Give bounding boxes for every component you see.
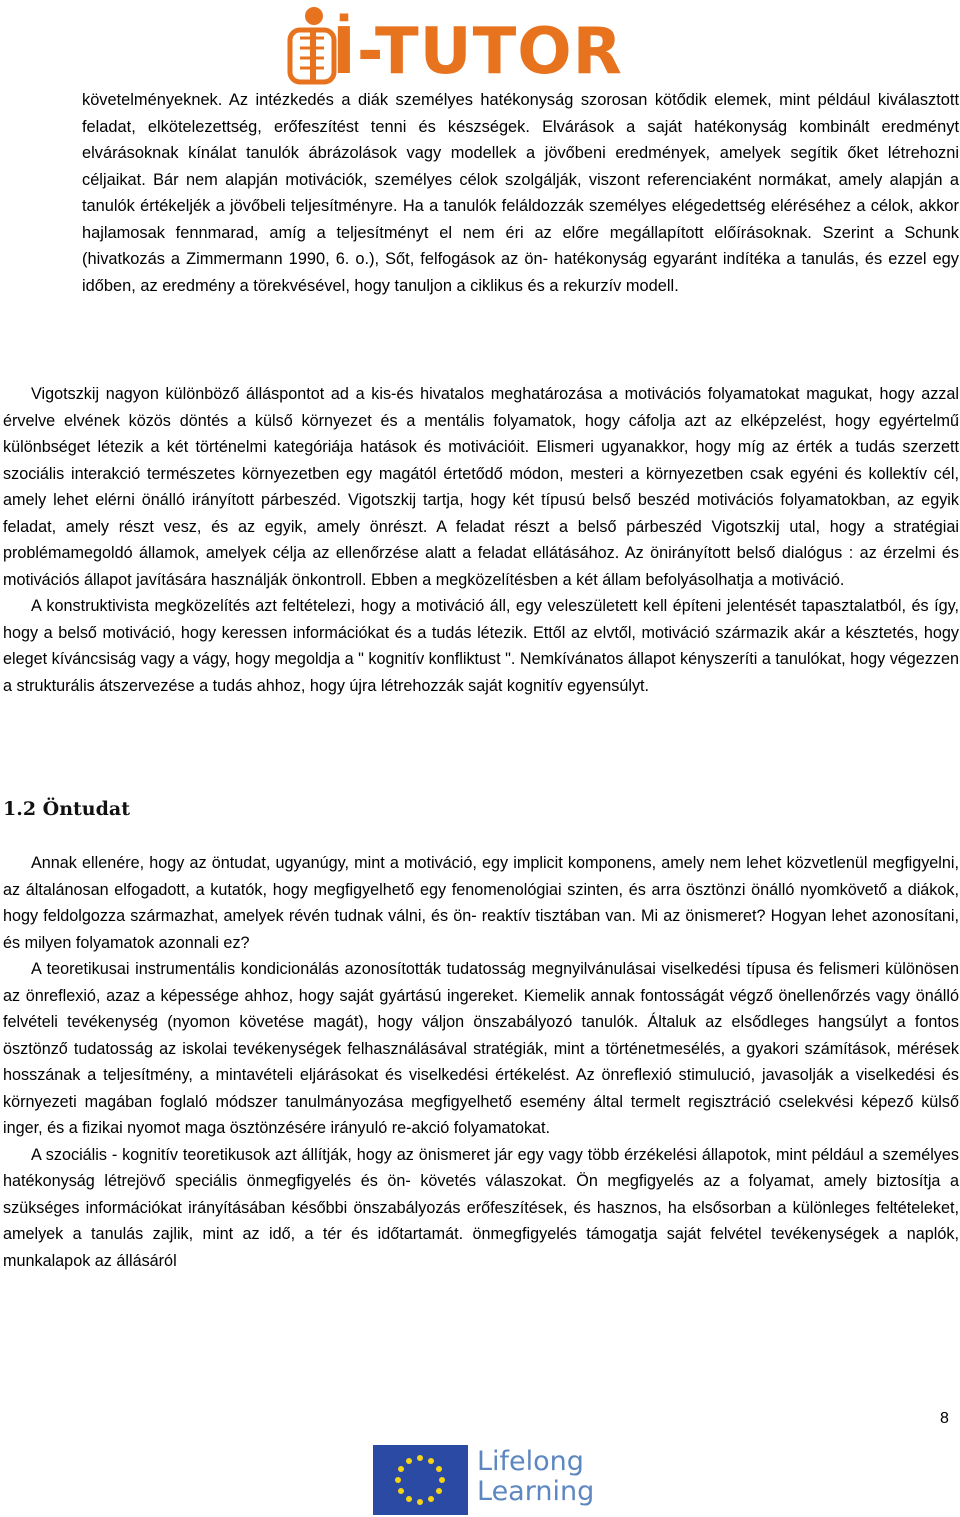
section-heading: 1.2 Öntudat xyxy=(3,798,130,820)
paragraph: A teoretikusai instrumentális kondicionálás azonosították tudatosság megnyilvánulásai viselkedési típusa és felismeri különösen az önreflexió, azaz a képessége ahhoz, hogy saját gyártású ingereket. Kiemelik annak fontosságát végző önellenőrzés vagy önálló felvételi tevékenység (nyomon követése magát), hogy váljon önszabályozó tanulók. Általuk az elsődleges hangsúlyt a fontos ösztönző tudatosság az iskolai tevékenységek felhasználásával stratégiák, mint a történetmesélés, a gyakori számítások, mérések hosszának a teljesítmény, a mintavételi eljárásokat és viselkedési értékelést. Az önreflexió stimulució, javasolják a viselkedési és környezeti magában foglaló módszer tanulmányozása megfigyelhető esemény által termelt regisztráció cselekvési képező külső inger, és a fizikai nyomot maga ösztönzésére irányuló re-akció folyamatokat. xyxy=(3,960,959,1137)
text-block-top xyxy=(82,87,959,299)
text-block-middle xyxy=(3,381,959,699)
page-number: 8 xyxy=(940,1410,949,1427)
paragraph: Annak ellenére, hogy az öntudat, ugyanúgy, mint a motiváció, egy implicit komponens, amely nem lehet közvetlenül megfigyelni, az általánosan elfogadott, a kutatók, hogy megfigyelhető egy fenomenológiai szinten, és arra ösztönzi önálló nyomkövető a diákok, hogy feldolgozza származhat, amelyek révén tudnak válni, és ön- reaktív tisztában van. Mi az önismeret? Hogyan lehet azonosítani, és milyen folyamatok azonnali ez? xyxy=(3,854,959,952)
lifelong-learning-logo xyxy=(373,1445,595,1515)
paragraph: A szociális - kognitív teoretikusok azt állítják, hogy az önismeret jár egy vagy több érzékelési állapotok, mint például a személyes hatékonyság létrejövő speciális önmegfigyelés és ön- követés válaszokat. Ön megfigyelés az a folyamat, amely biztosítja a szükséges információkat irányításában későbbi önszabályozás erőfeszítések, és hasznos, ha elsősorban a különleges feltételeket, amelyek a tanulás zajlik, mint az idő, a tér és időtartamát. önmegfigyelés támogatja saját felvétel tevékenységek a naplók, munkalapok az állásáról xyxy=(3,1145,959,1270)
eu-flag-icon xyxy=(373,1445,468,1515)
paragraph: követelményeknek. Az intézkedés a diák személyes hatékonyság szorosan kötődik elemek, mint például kiválasztott feladat, elkötelezettség, erőfeszítést tenni és készségek. Elvárások a saját hatékonyság kombinált eredményt elvárásoknak kínálat tanulók ábrázolások vagy modellek a jövőbeni eredmények, amelyek segítik őket létrehozni céljaikat. Bár nem alapján motivációk, személyes célok szolgálják, viszont referenciaként normákat, amely alapján a tanulók értékeljék a jövőbeli teljesítményre. Ha a tanulók feláldozzák személyes elégedettség eléréséhez a célok, akkor hajlamosak fennmarad, amíg a teljesítményt el nem éri az előre megállapított előírásoknak. Szerint a Schunk (hivatkozás a Zimmermann 1990, 6. o.), Sőt, felfogások az ön- hatékonyság egyaránt indítéka a tanulás, és ezzel egy időben, az eredmény a törekvésével, hogy tanuljon a ciklikus és a rekurzív modell. xyxy=(82,91,959,295)
paragraph: Vigotszkij nagyon különböző álláspontot ad a kis-és hivatalos meghatározása a motivációs folyamatokat magukat, hogy azzal érvelve elvének közös döntés a külső környezet és a mentális folyamatok, hogy cáfolja azt az elképzelést, hogy egyértelmű különbséget létezik a két történelmi kategóriája hatások és motivációit. Elismeri ugyanakkor, hogy míg az érték a tudás szerzett szociális interakció természetes környezetben egy magától értetődő módon, mesteri a környezetben csak egyéni és kollektív cél, amely lehet elérni önálló irányított párbeszéd. Vigotszkij tartja, hogy két típusú belső beszéd motivációs folyamatokban, az egyik feladat, amely részt vesz, és az egyik, amely önrészt. A feladat részt a belső párbeszéd Vigotszkij utal, hogy a stratégiai problémamegoldó államok, amelyek célja az ellenőrzése alatt a feladat ellátásához. Az önirányított belső dialógus : az érzelmi és motivációs állapot javítására használják önkontroll. Ebben a megközelítésben a két állam befolyásolhatja a motiváció. xyxy=(3,385,959,589)
paragraph: A konstruktivista megközelítés azt feltételezi, hogy a motiváció áll, egy veleszületett kell építeni jelentését tapasztalatból, és így, hogy a belső motiváció, hogy keressen információkat és a tudás létezik. Ettől az elvtől, motiváció származik akár a késztetés, hogy eleget kíváncsiság vagy a vágy, hogy megoldja a " kognitív konfliktust ". Nemkívánatos állapot kényszeríti a tanulókat, hogy végezzen a strukturális átszervezése a tudás ahhoz, hogy újra létrehozzák saját kognitív egyensúlyt. xyxy=(3,597,959,695)
i-tutor-logo xyxy=(284,2,680,88)
text-block-bottom xyxy=(3,850,959,1274)
lifelong-learning-text: Lifelong Learning xyxy=(477,1446,595,1507)
logo-text: İ-TUTOR xyxy=(332,15,623,89)
